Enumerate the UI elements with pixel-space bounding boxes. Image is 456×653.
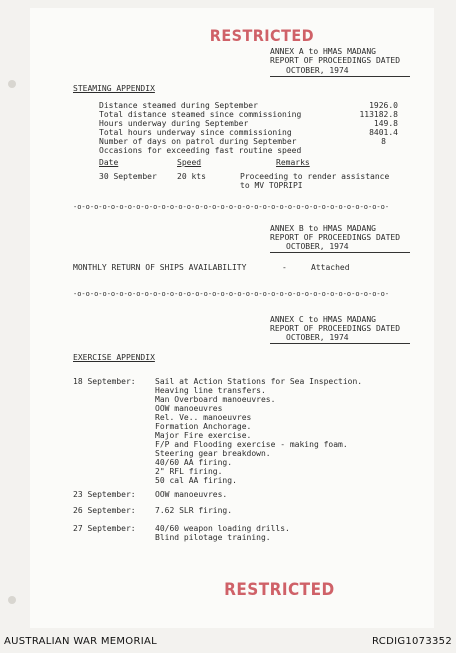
annex-b-line1: ANNEX B to HMAS MADANG xyxy=(270,224,376,233)
footer-credit: AUSTRALIAN WAR MEMORIAL xyxy=(4,636,157,647)
availability-dash: - xyxy=(282,263,287,272)
steaming-label: Hours underway during September xyxy=(99,119,249,128)
exercise-date: 18 September: xyxy=(73,377,136,386)
exercise-item: Heaving line transfers. xyxy=(155,386,266,395)
exercise-item: Sail at Action Stations for Sea Inspection. xyxy=(155,377,363,386)
punch-hole xyxy=(8,596,16,604)
header-date: Date xyxy=(99,158,119,167)
exercise-date: 27 September: xyxy=(73,524,136,533)
annex-a-line2: REPORT OF PROCEEDINGS DATED xyxy=(270,56,401,65)
steaming-label: Number of days on patrol during September xyxy=(99,137,297,146)
exercise-item: 40/60 AA firing. xyxy=(155,458,233,467)
exercise-item: Rel. Ve.. manoeuvres xyxy=(155,413,252,422)
annex-a-line3: OCTOBER, 1974 xyxy=(286,66,349,75)
exercise-item: 40/60 weapon loading drills. xyxy=(155,524,290,533)
annex-c-line2: REPORT OF PROCEEDINGS DATED xyxy=(270,324,401,333)
steaming-value: 149.8 xyxy=(373,119,398,128)
footer-id: RCDIG1073352 xyxy=(372,636,452,647)
annex-c-rule xyxy=(270,343,410,344)
punch-hole xyxy=(8,80,16,88)
availability-value: Attached xyxy=(311,263,350,272)
separator: -o-o-o-o-o-o-o-o-o-o-o-o-o-o-o-o-o-o-o-o-o-o-o-o-o-o-o-o-o-o-o-o-o-o-o-o-o- xyxy=(73,290,390,298)
steaming-value: 1926.0 xyxy=(369,101,398,110)
steaming-value: 8401.4 xyxy=(369,128,398,137)
exercise-item: OOW manoeuvres. xyxy=(155,490,228,499)
entry-remarks: to MV TOPRIPI xyxy=(240,181,303,190)
exercise-item: Steering gear breakdown. xyxy=(155,449,271,458)
entry-remarks: Proceeding to render assistance xyxy=(240,172,390,181)
steaming-title: STEAMING APPENDIX xyxy=(73,84,155,93)
steaming-label: Total hours underway since commissioning xyxy=(99,128,292,137)
entry-speed: 20 kts xyxy=(177,172,206,181)
restricted-stamp-top: RESTRICTED xyxy=(209,26,315,45)
annex-c-line1: ANNEX C to HMAS MADANG xyxy=(270,315,376,324)
annex-b-rule xyxy=(270,252,410,253)
exercise-item: F/P and Flooding exercise - making foam. xyxy=(155,440,348,449)
exercise-date: 23 September: xyxy=(73,490,136,499)
annex-c-line3: OCTOBER, 1974 xyxy=(286,333,349,342)
entry-date: 30 September xyxy=(99,172,157,181)
exercise-title: EXERCISE APPENDIX xyxy=(73,353,155,362)
exercise-item: Man Overboard manoeuvres. xyxy=(155,395,276,404)
exercise-date: 26 September: xyxy=(73,506,136,515)
exercise-item: 7.62 SLR firing. xyxy=(155,506,233,515)
annex-b-line2: REPORT OF PROCEEDINGS DATED xyxy=(270,233,401,242)
exercise-item: Major Fire exercise. xyxy=(155,431,252,440)
steaming-label: Occasions for exceeding fast routine speed xyxy=(99,146,302,155)
exercise-item: 50 cal AA firing. xyxy=(155,476,237,485)
annex-a-line1: ANNEX A to HMAS MADANG xyxy=(270,47,376,56)
annex-a-rule xyxy=(270,76,410,77)
header-remarks: Remarks xyxy=(276,158,310,167)
steaming-value: 8 xyxy=(381,137,386,146)
steaming-value: 113182.8 xyxy=(359,110,398,119)
availability-label: MONTHLY RETURN OF SHIPS AVAILABILITY xyxy=(73,263,247,272)
header-speed: Speed xyxy=(177,158,202,167)
exercise-item: Blind pilotage training. xyxy=(155,533,271,542)
restricted-stamp-bottom: RESTRICTED xyxy=(224,580,335,600)
exercise-item: 2" RFL firing. xyxy=(155,467,223,476)
annex-b-line3: OCTOBER, 1974 xyxy=(286,242,349,251)
separator: -o-o-o-o-o-o-o-o-o-o-o-o-o-o-o-o-o-o-o-o-o-o-o-o-o-o-o-o-o-o-o-o-o-o-o-o-o- xyxy=(73,203,390,211)
steaming-label: Total distance steamed since commissioning xyxy=(99,110,302,119)
exercise-item: Formation Anchorage. xyxy=(155,422,252,431)
steaming-label: Distance steamed during September xyxy=(99,101,258,110)
exercise-item: OOW manoeuvres xyxy=(155,404,223,413)
